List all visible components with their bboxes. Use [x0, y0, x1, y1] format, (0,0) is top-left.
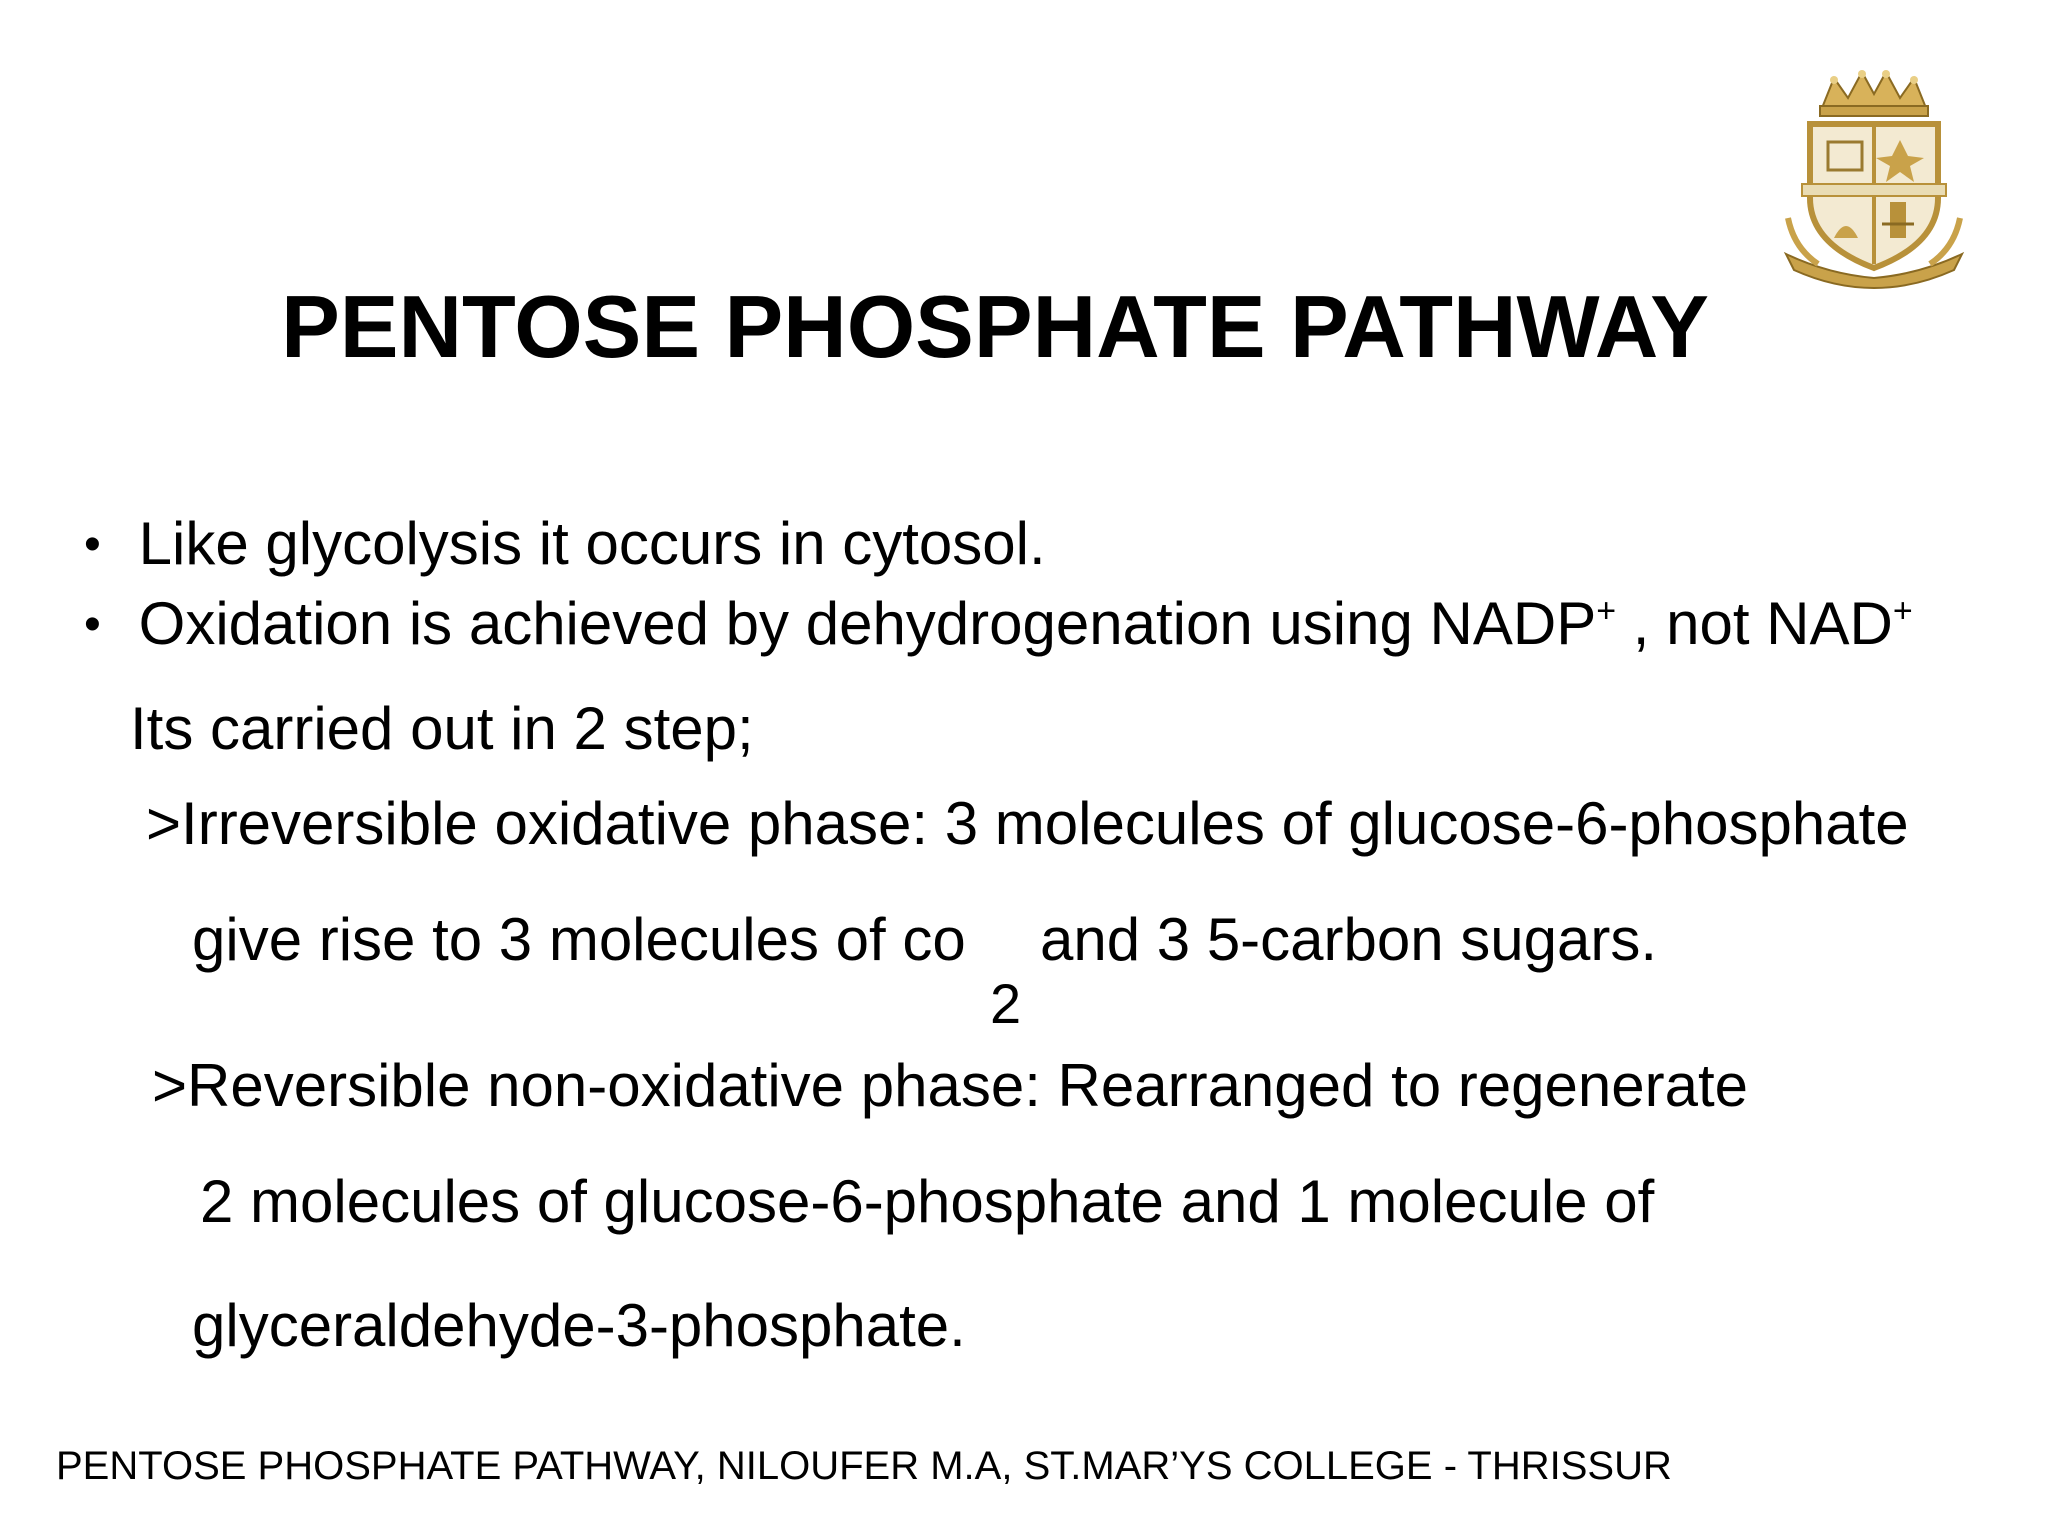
- bullet-text: Oxidation is achieved by dehydrogenation using NADP: [138, 590, 1597, 657]
- bullet-text: Like glycolysis it occurs in cytosol.: [138, 510, 1046, 577]
- superscript-plus: +: [1596, 592, 1617, 630]
- slide-footer: PENTOSE PHOSPHATE PATHWAY, NILOUFER M.A, ST.MAR’YS COLLEGE - THRISSUR: [56, 1444, 1672, 1488]
- bullet-item: [84, 588, 1913, 661]
- phase2-line1: >Reversible non-oxidative phase: Rearranged to regenerate: [152, 1052, 1749, 1119]
- college-crest-icon: [1782, 68, 1966, 290]
- phase1-line2-after: and 3 5-carbon sugars.: [1040, 906, 1658, 973]
- superscript-plus: +: [1892, 592, 1913, 630]
- phase1-line1: >Irreversible oxidative phase: 3 molecules of glucose-6-phosphate: [146, 790, 1909, 857]
- phase1-line2-before: give rise to 3 molecules of co: [192, 906, 966, 973]
- phase1-line2: [192, 904, 966, 976]
- slide-title: PENTOSE PHOSPHATE PATHWAY: [281, 277, 1709, 376]
- co2-subscript: 2: [990, 972, 1022, 1035]
- phase2-line3: glyceraldehyde-3-phosphate.: [192, 1292, 966, 1359]
- bullet-text-middle: , not NAD: [1616, 590, 1893, 657]
- phase2-line2: 2 molecules of glucose-6-phosphate and 1 molecule of: [200, 1168, 1655, 1235]
- bullet-item: [84, 508, 1046, 581]
- steps-intro: Its carried out in 2 step;: [130, 695, 754, 762]
